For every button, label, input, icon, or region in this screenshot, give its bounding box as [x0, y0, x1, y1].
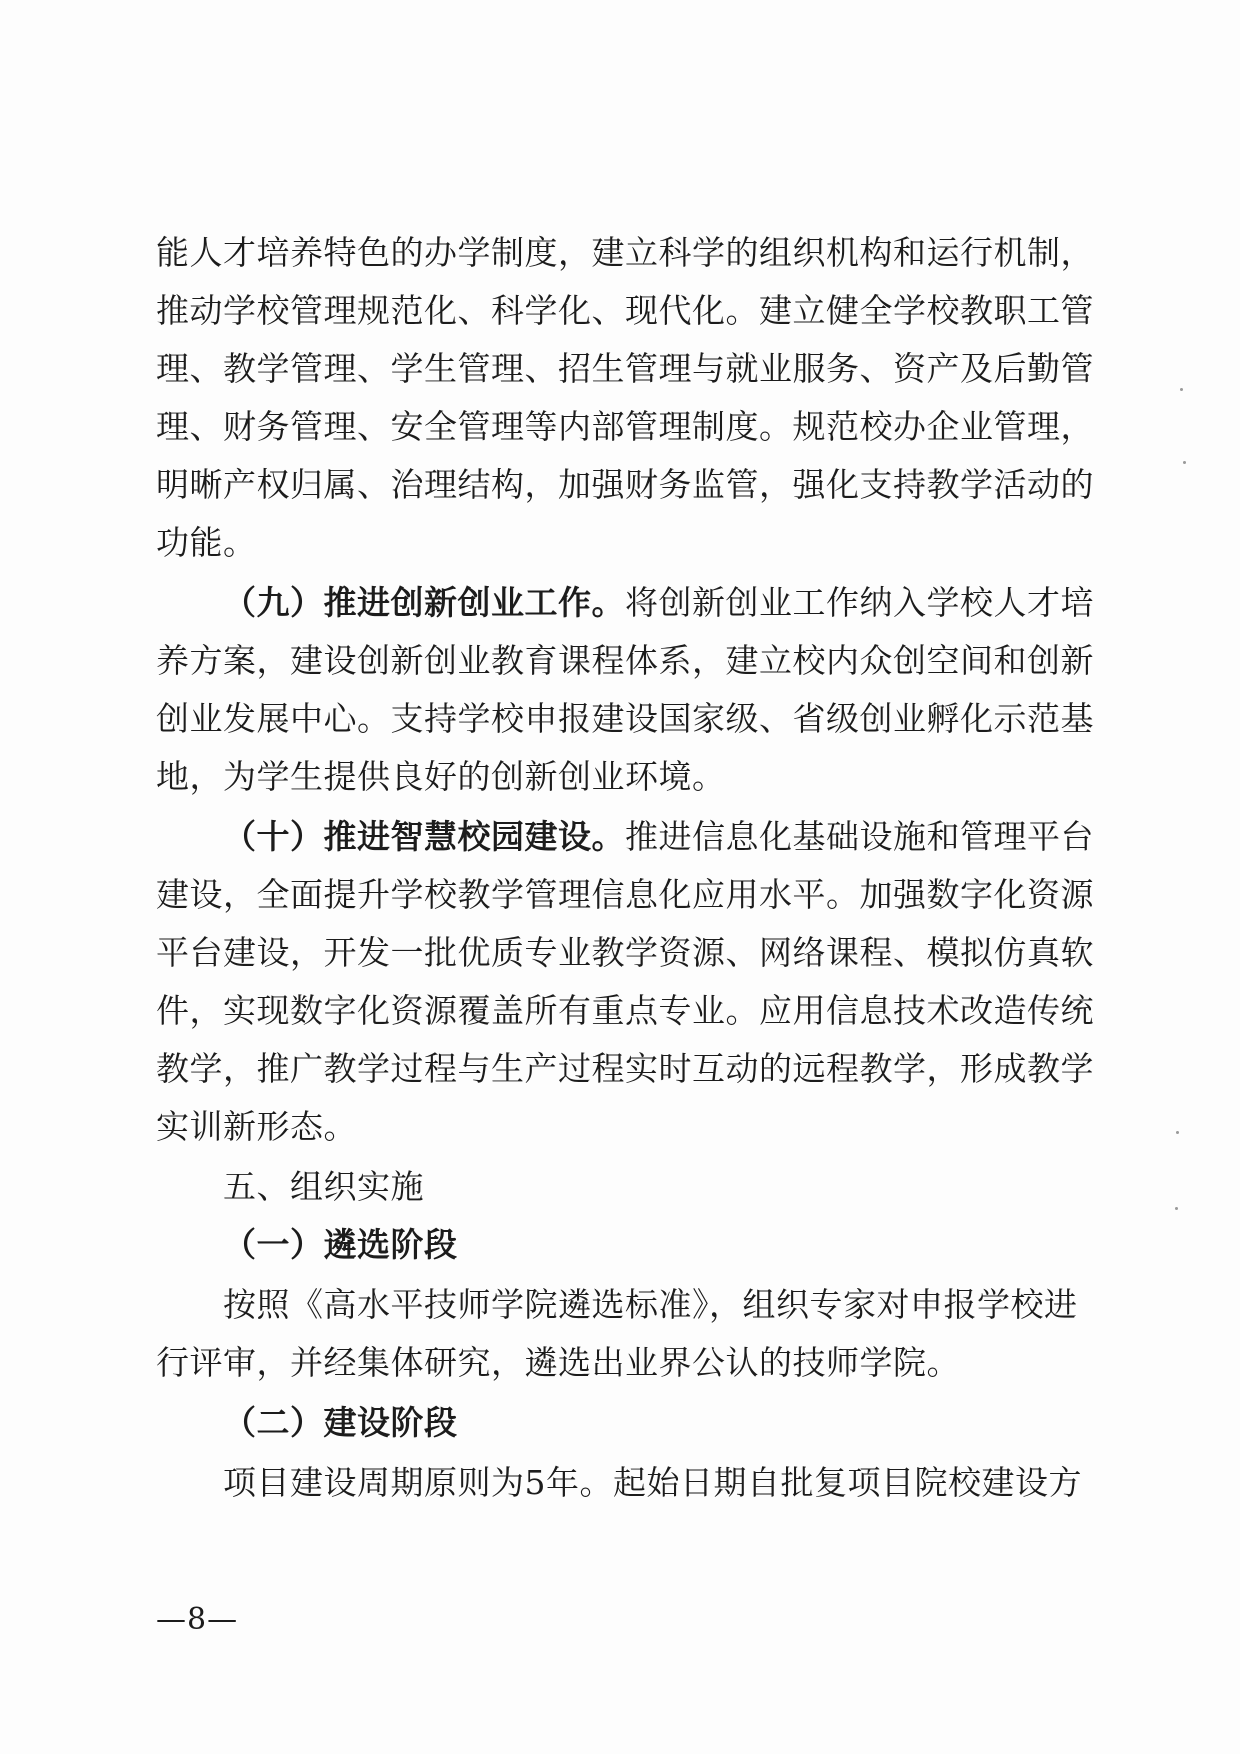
body-text-line: 教学，推广教学过程与生产过程实时互动的远程教学，形成教学 [156, 1049, 1094, 1088]
body-text-line: 推动学校管理规范化、科学化、现代化。建立健全学校教职工管 [156, 291, 1094, 330]
section-ten-heading: （十）推进智慧校园建设。 [223, 817, 625, 856]
body-text-line: 项目建设周期原则为5年。起始日期自批复项目院校建设方 [223, 1463, 1082, 1502]
body-text-line: 明晰产权归属、治理结构，加强财务监管，强化支持教学活动的 [156, 465, 1094, 504]
scan-speck [1175, 1207, 1178, 1210]
body-text-line: 实训新形态。 [156, 1107, 357, 1146]
body-text-line: 功能。 [156, 523, 257, 562]
body-text-line: 地，为学生提供良好的创新创业环境。 [156, 757, 726, 796]
body-text-line: 理、财务管理、安全管理等内部管理制度。规范校办企业管理， [156, 407, 1094, 446]
section-ten-text: 推进信息化基础设施和管理平台 [625, 817, 1094, 856]
body-text-line: 理、教学管理、学生管理、招生管理与就业服务、资产及后勤管 [156, 349, 1094, 388]
body-text-line: 行评审，并经集体研究，遴选出业界公认的技师学院。 [156, 1343, 960, 1382]
scan-speck [1180, 388, 1183, 391]
body-text-line: 平台建设，开发一批优质专业教学资源、网络课程、模拟仿真软 [156, 933, 1094, 972]
body-text-line: 创业发展中心。支持学校申报建设国家级、省级创业孵化示范基 [156, 699, 1094, 738]
section-five-title: 五、组织实施 [223, 1167, 424, 1206]
page-number: —8— [156, 1602, 239, 1637]
section-nine-first-line [156, 583, 1094, 623]
body-text-line: 建设，全面提升学校教学管理信息化应用水平。加强数字化资源 [156, 875, 1094, 914]
sub-section-one-heading: （一）遴选阶段 [223, 1225, 458, 1264]
section-ten-first-line [156, 817, 1094, 857]
section-nine-heading: （九）推进创新创业工作。 [223, 583, 625, 622]
section-nine-text: 将创新创业工作纳入学校人才培 [625, 583, 1094, 622]
body-text-line: 能人才培养特色的办学制度，建立科学的组织机构和运行机制， [156, 233, 1094, 272]
body-text-line: 养方案，建设创新创业教育课程体系，建立校内众创空间和创新 [156, 641, 1094, 680]
body-text-line: 按照《高水平技师学院遴选标准》，组织专家对申报学校进 [223, 1285, 1078, 1324]
scan-speck [1183, 461, 1186, 464]
body-text-line: 件，实现数字化资源覆盖所有重点专业。应用信息技术改造传统 [156, 991, 1094, 1030]
scan-speck [1176, 1131, 1179, 1134]
sub-section-two-heading: （二）建设阶段 [223, 1403, 458, 1442]
